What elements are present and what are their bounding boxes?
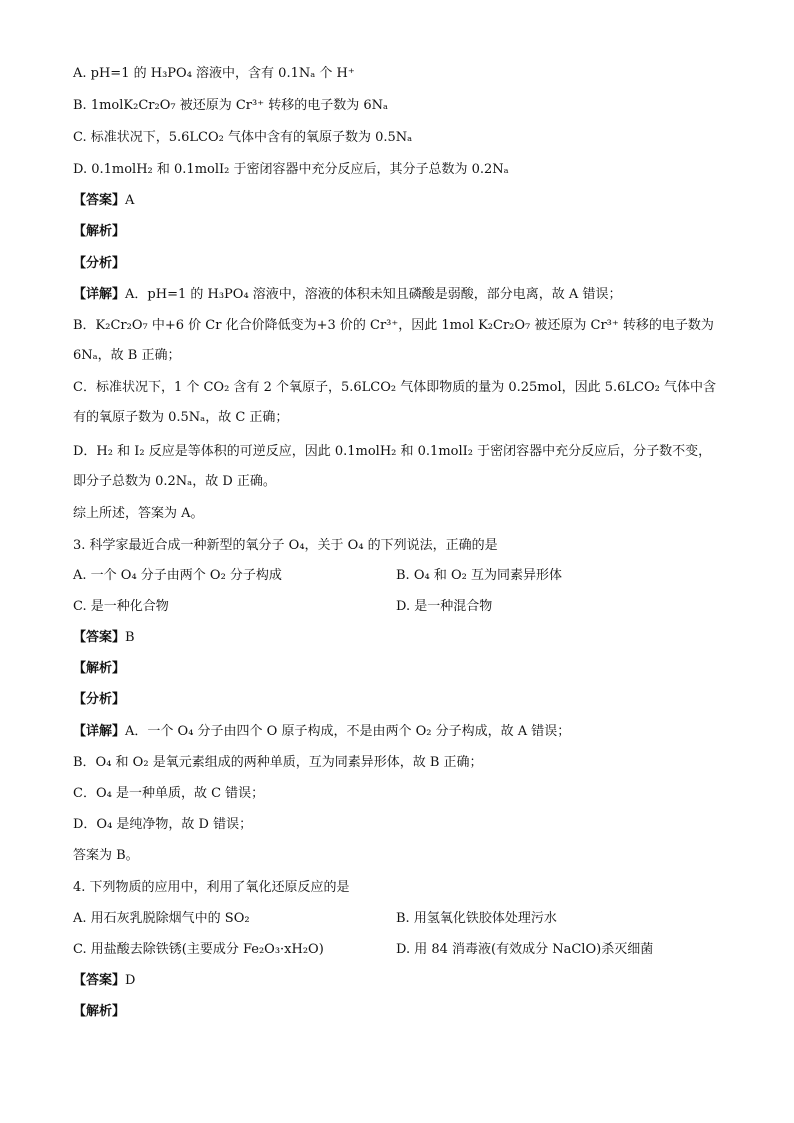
detail-tag: 【详解】	[73, 724, 126, 739]
q2-detail-d2: 即分子总数为 0.2Nₐ，故 D 正确。	[73, 474, 276, 489]
q4-options-row-1	[73, 909, 734, 929]
q3-option-b: B. O₄ 和 O₂ 互为同素异形体	[396, 568, 562, 583]
answer-tag: 【答案】	[73, 630, 126, 645]
q2-detail-d1: D．H₂ 和 I₂ 反应是等体积的可逆反应，因此 0.1molH₂ 和 0.1molI₂ 于密闭容器中充分反应后，分子数不变，	[73, 444, 712, 459]
q3-detail-d: D．O₄ 是纯净物，故 D 错误；	[73, 817, 253, 832]
answer-tag: 【答案】	[73, 193, 126, 208]
q3-option-a: A. 一个 O₄ 分子由两个 O₂ 分子构成	[73, 568, 282, 583]
q2-option-a: A. pH=1 的 H₃PO₄ 溶液中，含有 0.1Nₐ 个 H⁺	[73, 66, 355, 81]
answer-value: A	[125, 193, 135, 208]
q3-summary: 答案为 B。	[73, 848, 139, 863]
q3-option-d: D. 是一种混合物	[396, 599, 493, 614]
q2-summary: 综上所述，答案为 A。	[73, 506, 204, 521]
answer-tag: 【答案】	[73, 973, 126, 988]
q4-option-b: B. 用氢氧化铁胶体处理污水	[396, 911, 557, 926]
q2-option-b: B. 1molK₂Cr₂O₇ 被还原为 Cr³⁺ 转移的电子数为 6Nₐ	[73, 98, 388, 113]
q2-detail-c1: C．标准状况下，1 个 CO₂ 含有 2 个氧原子，5.6LCO₂ 气体即物质的量为 0.25mol，因此 5.6LCO₂ 气体中含	[73, 380, 716, 395]
q2-detail-b1: B．K₂Cr₂O₇ 中+6 价 Cr 化合价降低变为+3 价的 Cr³⁺，因此 1mol K₂Cr₂O₇ 被还原为 Cr³⁺ 转移的电子数为	[73, 318, 714, 333]
q3-stem: 3. 科学家最近合成一种新型的氧分子 O₄，关于 O₄ 的下列说法，正确的是	[73, 538, 498, 553]
q3-fenxi-tag: 【分析】	[73, 692, 126, 707]
q3-options-row-2	[73, 597, 734, 617]
q4-answer-line	[73, 971, 734, 991]
q2-detail-a-line	[73, 285, 734, 305]
q2-detail-b2: 6Nₐ，故 B 正确；	[73, 348, 181, 363]
q3-options-row-1	[73, 566, 734, 586]
detail-tag: 【详解】	[73, 287, 126, 302]
q2-detail-c2: 有的氧原子数为 0.5Nₐ，故 C 正确；	[73, 410, 289, 425]
q2-fenxi-tag: 【分析】	[73, 256, 126, 271]
q4-option-d: D. 用 84 消毒液(有效成分 NaClO)杀灭细菌	[396, 942, 654, 957]
q2-answer-line	[73, 191, 734, 211]
q3-detail-a-line	[73, 722, 734, 742]
q4-analysis-tag: 【解析】	[73, 1004, 126, 1019]
q2-option-d: D. 0.1molH₂ 和 0.1molI₂ 于密闭容器中充分反应后，其分子总数为 0.2Nₐ	[73, 162, 509, 177]
q3-answer-line	[73, 628, 734, 648]
q4-stem: 4. 下列物质的应用中，利用了氧化还原反应的是	[73, 880, 350, 895]
q3-detail-c: C．O₄ 是一种单质，故 C 错误；	[73, 786, 265, 801]
answer-value: D	[125, 973, 136, 988]
q3-detail-b: B．O₄ 和 O₂ 是氧元素组成的两种单质，互为同素异形体，故 B 正确；	[73, 755, 483, 770]
q4-option-c: C. 用盐酸去除铁锈(主要成分 Fe₂O₃·xH₂O)	[73, 942, 324, 957]
q2-option-c: C. 标准状况下，5.6LCO₂ 气体中含有的氧原子数为 0.5Nₐ	[73, 130, 413, 145]
q2-detail-a: A．pH=1 的 H₃PO₄ 溶液中，溶液的体积未知且磷酸是弱酸，部分电离，故 A 错误；	[125, 287, 622, 302]
q4-option-a: A. 用石灰乳脱除烟气中的 SO₂	[73, 911, 250, 926]
q3-detail-a: A．一个 O₄ 分子由四个 O 原子构成，不是由两个 O₂ 分子构成，故 A 错误；	[125, 724, 571, 739]
answer-value: B	[125, 630, 135, 645]
q4-options-row-2	[73, 940, 734, 960]
q2-analysis-tag: 【解析】	[73, 224, 126, 239]
q3-option-c: C. 是一种化合物	[73, 599, 169, 614]
q3-analysis-tag: 【解析】	[73, 661, 126, 676]
